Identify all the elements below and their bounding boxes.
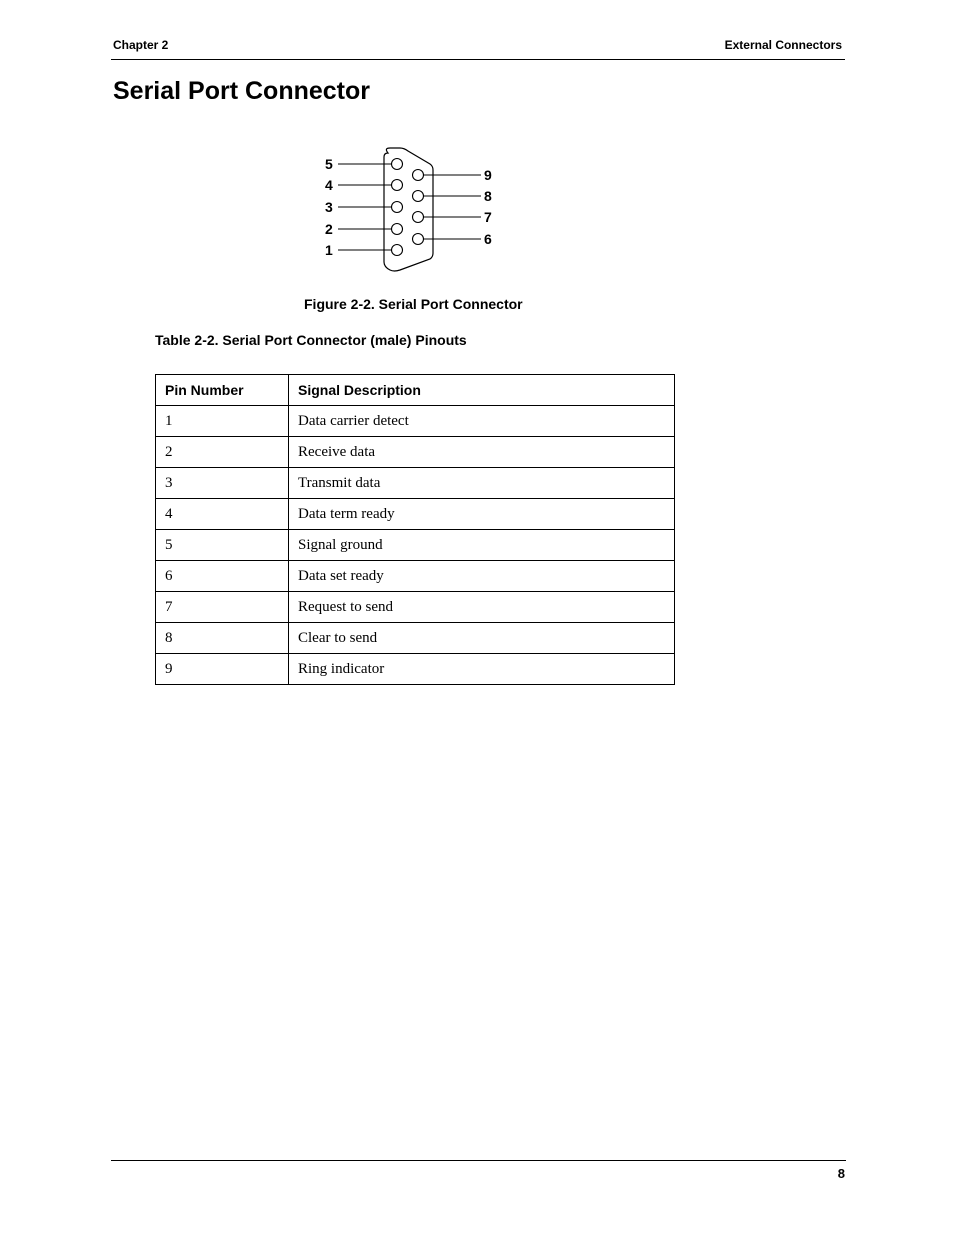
page-number: 8 [837, 1166, 845, 1181]
column-header-pin-number: Pin Number [156, 375, 289, 406]
table-row [156, 654, 675, 685]
pin-socket [413, 212, 424, 223]
pin-label: 8 [484, 188, 492, 204]
table-row [156, 406, 675, 437]
connector-shell [384, 148, 433, 271]
pin-number-cell: 3 [156, 468, 289, 499]
pin-number-cell: 9 [156, 654, 289, 685]
serial-connector-figure [300, 140, 520, 285]
pin-socket [392, 180, 403, 191]
pin-socket [392, 245, 403, 256]
pin-label: 3 [325, 199, 333, 215]
table-row [156, 623, 675, 654]
pin-socket [392, 159, 403, 170]
pin-label: 5 [325, 156, 333, 172]
pin-label: 4 [325, 177, 333, 193]
pinout-table [155, 374, 675, 685]
figure-caption: Figure 2-2. Serial Port Connector [304, 296, 523, 312]
signal-description-cell: Data set ready [289, 561, 675, 592]
table-row [156, 437, 675, 468]
table-row [156, 499, 675, 530]
header-section: External Connectors [724, 38, 842, 52]
column-header-signal-description: Signal Description [289, 375, 675, 406]
pin-number-cell: 2 [156, 437, 289, 468]
pin-socket [392, 202, 403, 213]
signal-description-cell: Signal ground [289, 530, 675, 561]
pin-socket [413, 191, 424, 202]
signal-description-cell: Ring indicator [289, 654, 675, 685]
pin-label: 7 [484, 209, 492, 225]
pin-label: 1 [325, 242, 333, 258]
pin-number-cell: 1 [156, 406, 289, 437]
pin-socket [392, 224, 403, 235]
pin-socket [413, 234, 424, 245]
table-row [156, 592, 675, 623]
signal-description-cell: Data carrier detect [289, 406, 675, 437]
table-row [156, 561, 675, 592]
header-divider [111, 59, 845, 60]
pin-number-cell: 4 [156, 499, 289, 530]
table-row [156, 468, 675, 499]
table-row [156, 530, 675, 561]
table-caption: Table 2-2. Serial Port Connector (male) Pinouts [155, 332, 467, 348]
signal-description-cell: Receive data [289, 437, 675, 468]
signal-description-cell: Clear to send [289, 623, 675, 654]
header-chapter: Chapter 2 [113, 38, 169, 52]
pin-number-cell: 7 [156, 592, 289, 623]
table-header-row [156, 375, 675, 406]
pin-socket [413, 170, 424, 181]
pin-number-cell: 5 [156, 530, 289, 561]
footer-divider [111, 1160, 846, 1161]
page-title: Serial Port Connector [113, 77, 370, 105]
signal-description-cell: Data term ready [289, 499, 675, 530]
db9-connector-diagram [300, 140, 520, 280]
pin-number-cell: 8 [156, 623, 289, 654]
signal-description-cell: Transmit data [289, 468, 675, 499]
pin-label: 6 [484, 231, 492, 247]
pin-label: 9 [484, 167, 492, 183]
signal-description-cell: Request to send [289, 592, 675, 623]
pin-label: 2 [325, 221, 333, 237]
pin-number-cell: 6 [156, 561, 289, 592]
